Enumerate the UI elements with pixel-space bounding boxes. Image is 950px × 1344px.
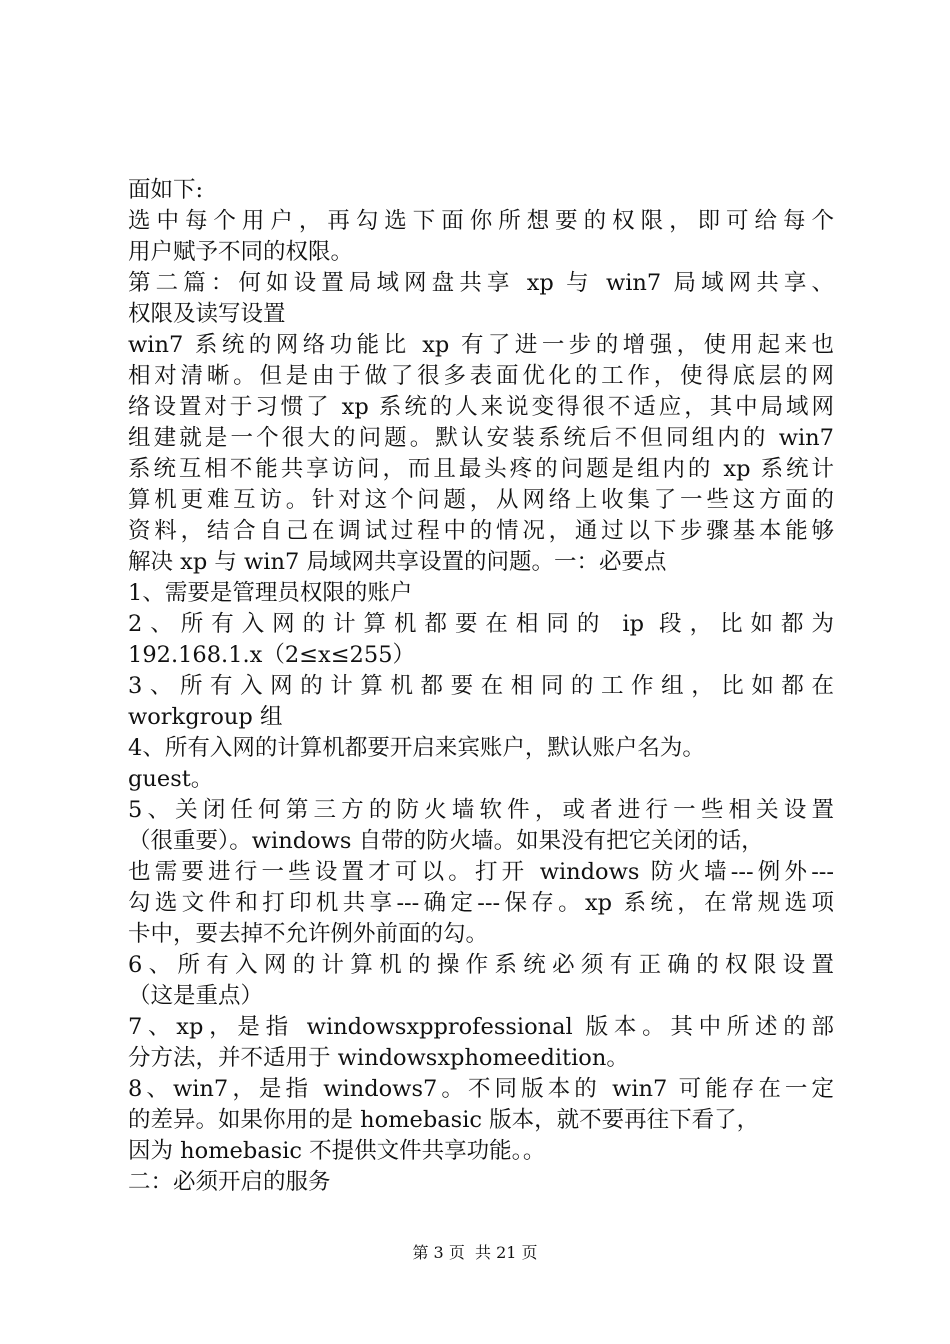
text-line: 资料，结合自己在调试过程中的情况，通过以下步骤基本能够 [128,518,834,544]
section-heading-line: 二：必须开启的服务 [128,1169,331,1195]
list-item-line: 4、所有入网的计算机都要开启来宾账户，默认账户名为。 [128,735,705,761]
list-item-line: workgroup 组 [128,704,283,730]
list-item-line: 的差异。如果你用的是 homebasic 版本，就不要再往下看了， [128,1107,760,1133]
list-item-line: 6、所有入网的计算机的操作系统必须有正确的权限设置 [128,952,834,978]
list-item-line: 1、需要是管理员权限的账户 [128,580,413,606]
text-line: 解决 xp 与 win7 局域网共享设置的问题。一：必要点 [128,549,667,575]
list-item-line: （这是重点） [128,983,264,1009]
list-item-line: guest。 [128,766,214,792]
list-item-line: 分方法，并不适用于 windowsxphomeedition。 [128,1045,629,1071]
list-item-line: 卡中，要去掉不允许例外前面的勾。 [128,921,489,947]
text-line: 相对清晰。但是由于做了很多表面优化的工作，使得底层的网 [128,363,834,389]
list-item-line: 也需要进行一些设置才可以。打开 windows 防火墙---例外--- [128,859,834,885]
text-line: 面如下: [128,177,204,203]
text-line: 络设置对于习惯了 xp 系统的人来说变得很不适应，其中局域网 [128,394,834,420]
text-line: 算机更难互访。针对这个问题，从网络上收集了一些这方面的 [128,487,834,513]
section-heading-line: 第二篇：何如设置局域网盘共享 xp 与 win7 局域网共享、 [128,270,834,296]
text-line: win7 系统的网络功能比 xp 有了进一步的增强，使用起来也 [128,332,834,358]
list-item-line: 勾选文件和打印机共享---确定---保存。xp 系统，在常规选项 [128,890,834,916]
list-item-line: 8、win7，是指 windows7。不同版本的 win7 可能存在一定 [128,1076,834,1102]
list-item-line: 192.168.1.x（2≤x≤255） [128,642,416,668]
text-line: 组建就是一个很大的问题。默认安装系统后不但同组内的 win7 [128,425,834,451]
list-item-line: 3、所有入网的计算机都要在相同的工作组，比如都在 [128,673,834,699]
list-item-line: 因为 homebasic 不提供文件共享功能。。 [128,1138,546,1164]
section-heading-line: 权限及读写设置 [128,301,286,327]
list-item-line: 5、关闭任何第三方的防火墙软件，或者进行一些相关设置 [128,797,834,823]
text-line: 选中每个用户，再勾选下面你所想要的权限，即可给每个 [128,208,834,234]
list-item-line: 7、xp，是指 windowsxpprofessional 版本。其中所述的部 [128,1014,834,1040]
text-line: 用户赋予不同的权限。 [128,239,354,265]
list-item-line: 2、所有入网的计算机都要在相同的 ip 段，比如都为 [128,611,834,637]
list-item-line: （很重要）。windows 自带的防火墙。如果没有把它关闭的话， [128,828,764,854]
text-line: 系统互相不能共享访问，而且最头疼的问题是组内的 xp 系统计 [128,456,834,482]
page-footer: 第 3 页 共 21 页 [412,1243,538,1262]
